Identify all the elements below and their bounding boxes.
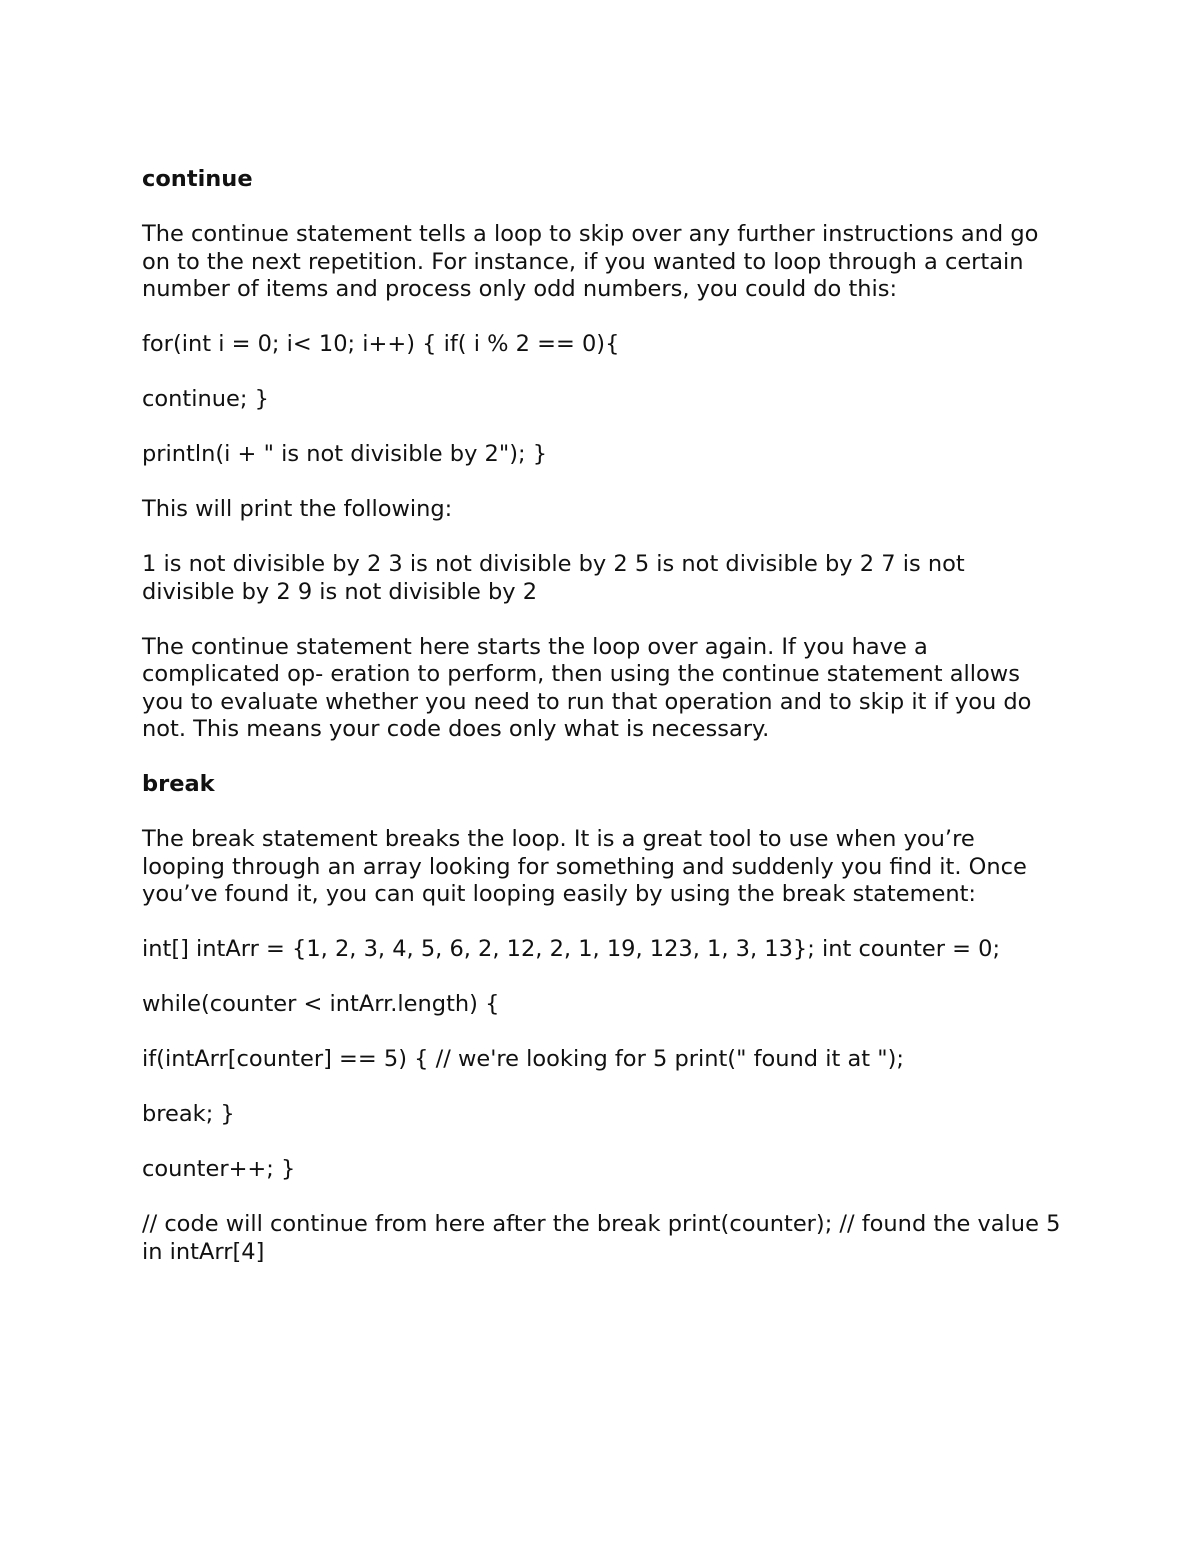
break-intro-paragraph: The break statement breaks the loop. It is a great tool to use when you’re looping through an array looking for something and suddenly you find it. Once you’ve found it, you can quit looping easily by using the break statement: xyxy=(142,826,1027,907)
continue-explanation-paragraph: The continue statement here starts the loop over again. If you have a complicated op- eration to perform, then using the continue statement allows you to evaluate whether you need to run that operation and to skip it if you do not. This means your code does only what is necessary. xyxy=(142,633,1032,742)
code-line-while: while(counter < intArr.length) { xyxy=(142,991,500,1017)
code-line-println: println(i + " is not divisible by 2"); } xyxy=(142,441,548,467)
output-paragraph: 1 is not divisible by 2 3 is not divisible by 2 5 is not divisible by 2 7 is not divisible by 2 9 is not divisible by 2 xyxy=(142,551,965,605)
code-line-for-loop: for(int i = 0; i< 10; i++) { if( i % 2 == 0){ xyxy=(142,331,620,357)
heading-break: break xyxy=(142,771,215,797)
continue-intro-paragraph: The continue statement tells a loop to skip over any further instructions and go on to the next repetition. For instance, if you wanted to loop through a certain number of items and process only odd numbers, you could do this: xyxy=(142,221,1039,302)
output-intro-paragraph: This will print the following: xyxy=(142,496,453,522)
code-line-continue: continue; } xyxy=(142,386,269,412)
heading-continue: continue xyxy=(142,166,253,192)
document-page xyxy=(142,166,1062,1266)
code-line-array-decl: int[] intArr = {1, 2, 3, 4, 5, 6, 2, 12, 2, 1, 19, 123, 1, 3, 13}; int counter = 0; xyxy=(142,936,1001,962)
code-line-if: if(intArr[counter] == 5) { // we're looking for 5 print(" found it at "); xyxy=(142,1046,904,1072)
code-line-comment: // code will continue from here after the break print(counter); // found the value 5 in intArr[4] xyxy=(142,1211,1061,1265)
code-line-counter-increment: counter++; } xyxy=(142,1156,296,1182)
code-line-break: break; } xyxy=(142,1101,235,1127)
